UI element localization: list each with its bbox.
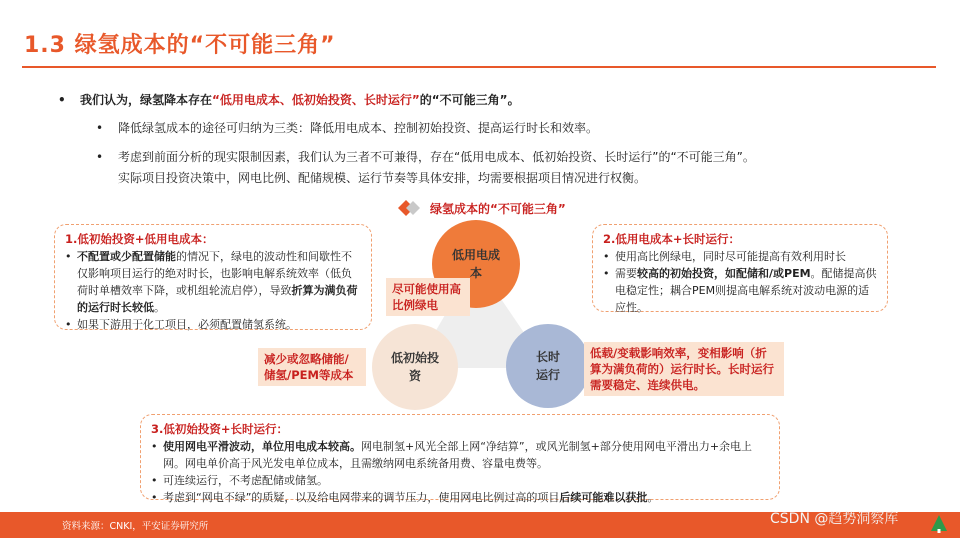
bullet-sub-2-line1: 考虑到前面分析的现实限制因素，我们认为三者不可兼得，存在“低用电成本、低初始投资、长时运行”的“不可能三角”。	[118, 150, 755, 164]
bullet-sub-1-text: 降低绿氢成本的途径可归纳为三类：降低用电成本、控制初始投资、提高运行时长和效率。	[118, 121, 599, 135]
circle-long-run	[506, 324, 590, 408]
tree-logo-icon	[930, 514, 948, 534]
box1-item1-bold2: 折算为满负荷的运行时长较低	[77, 284, 358, 314]
box2-heading: 2.低用电成本+长时运行：	[603, 232, 741, 246]
box1-heading: 1.低初始投资+低用电成本：	[65, 232, 214, 246]
bullet-main-text-a: 我们认为，绿氢降本存在	[80, 93, 213, 107]
circle-left-label: 低初始投资	[390, 351, 439, 383]
circle-right-label: 长时运行	[535, 350, 560, 382]
box1-item-1	[65, 248, 361, 316]
circle-top-label: 低用电成本	[451, 248, 500, 280]
box3-item3-end: 。	[647, 491, 659, 504]
bullet-dot: •	[96, 121, 104, 135]
box3-item3-bold: 后续可能难以获批	[559, 491, 648, 504]
box-low-invest-low-power	[54, 224, 372, 330]
box1-item-2: • 如果下游用于化工项目，必须配置储氢系统。	[65, 316, 361, 333]
box2-item-2	[603, 265, 877, 316]
tag-reduce-storage-cost: 减少或忽略储能/储氢/PEM等成本	[258, 348, 366, 386]
box3-item3-a: 考虑到“网电不绿”的质疑，以及给电网带来的调节压力，使用网电比例过高的项目	[163, 491, 560, 504]
box3-item1-text: 网电制氢+风光全部上网“净结算”，或风光制氢+部分使用网电平滑出力+余电上网。网电单价高于风光发电单位成本，且需缴纳网电系统备用费、容量电费等。	[163, 440, 753, 470]
box3-heading: 3.低初始投资+长时运行：	[151, 422, 289, 436]
box1-item1-end: 。	[154, 301, 165, 314]
bullet-dot: •	[58, 93, 66, 107]
tag-high-green-power: 尽可能使用高比例绿电	[386, 278, 470, 316]
circle-low-initial-invest	[372, 324, 458, 410]
box2-item2-a: 需要	[615, 267, 637, 280]
bullet-sub-2-line2: 实际项目投资决策中，网电比例、配储规模、运行节奏等具体安排，均需要根据项目情况进行权衡。	[118, 171, 647, 185]
box3-item-2: • 可连续运行，不考虑配储或储氢。	[151, 472, 769, 489]
bullet-main-text-c: 的“不可能三角”。	[419, 93, 520, 107]
source-note: 资料来源：CNKI，平安证券研究所	[62, 521, 209, 532]
box-low-power-long-run	[592, 224, 888, 312]
bullet-main-highlight: “低用电成本、低初始投资、长时运行”	[212, 93, 420, 107]
tag-variable-load-effect: 低载/变载影响效率，变相影响（折算为满负荷的）运行时长。长时运行需要稳定、连续供电。	[584, 342, 784, 396]
diagram-title: 绿氢成本的“不可能三角”	[430, 202, 566, 216]
box3-item-1	[151, 438, 769, 472]
watermark: CSDN @趋势洞察库	[770, 511, 899, 527]
box-low-invest-long-run	[140, 414, 780, 504]
box3-item1-bold: 使用网电平滑波动，单位用电成本较高。	[163, 440, 361, 453]
box2-item-1: • 使用高比例绿电，同时尽可能提高有效利用时长	[603, 248, 877, 265]
box1-item1-text: 的情况下，绿电的波动性和间歇性不仅影响项目运行的绝对时长，也影响电解系统效率（低负荷时单槽效率下降，或机组轮流启停），导致	[77, 250, 352, 297]
box2-item2-b: 。配储提高供电稳定性；耦合PEM则提高电解系统对波动电源的适应性。	[615, 267, 877, 314]
box2-item2-bold: 较高的初始投资，如配储和/或PEM	[637, 267, 811, 280]
box1-item1-bold: 不配置或少配置储能	[77, 250, 176, 263]
bullet-dot: •	[96, 150, 104, 164]
box3-item-3	[151, 489, 769, 506]
page-title: 1.3 绿氢成本的“不可能三角”	[24, 33, 336, 58]
